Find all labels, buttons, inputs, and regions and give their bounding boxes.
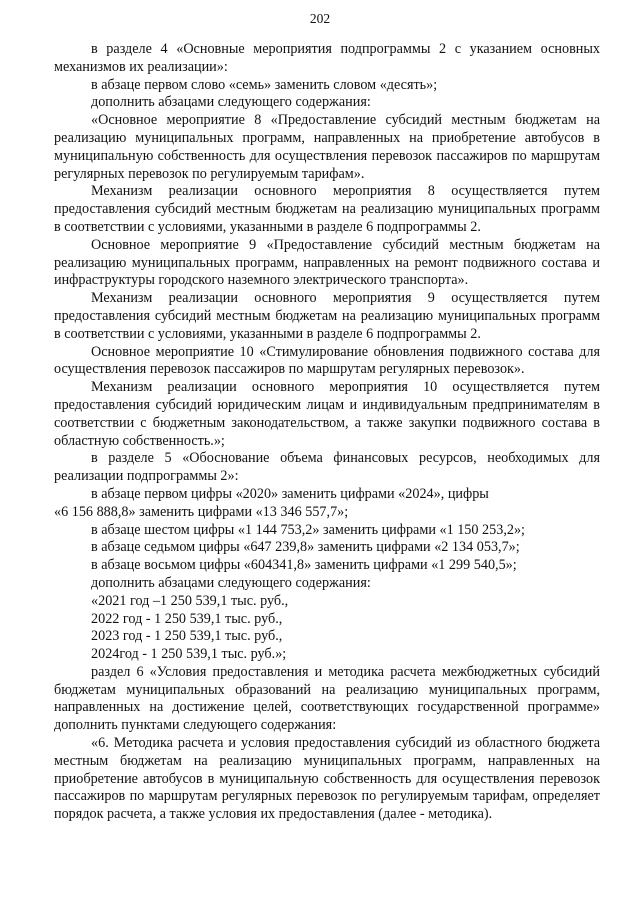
year-funding-line: 2023 год - 1 250 539,1 тыс. руб., xyxy=(91,628,283,645)
paragraph: в разделе 4 «Основные мероприятия подпрограммы 2 с указанием основных механизмов их реализации»: xyxy=(54,41,600,75)
paragraph: Механизм реализации основного мероприятия 9 осуществляется путем предоставления субсидий местным бюджетам на реализацию муниципальных программ в соответствии с условиями, указанными в разделе 6 подпрограммы 2. xyxy=(54,290,600,342)
paragraph: раздел 6 «Условия предоставления и методика расчета межбюджетных субсидий бюджетам муниципальных образований на реализацию муниципальных программ, направленных на достижение целей, соответствующих государственной программе» дополнить пунктами следующего содержания: xyxy=(54,663,600,734)
page-number: 202 xyxy=(309,11,331,26)
year-funding-line: 2024год - 1 250 539,1 тыс. руб.»; xyxy=(91,646,287,663)
paragraph: Основное мероприятие 9 «Предоставление субсидий местным бюджетам на реализацию муниципальных программ, направленных на ремонт подвижного состава и инфраструктуры городского наземного электрического транспорта». xyxy=(54,236,600,289)
year-funding-line: 2022 год - 1 250 539,1 тыс. руб., xyxy=(91,610,283,627)
paragraph: Механизм реализации основного мероприятия 10 осуществляется путем предоставления субсидий юридическим лицам и индивидуальным предпринимателям в соответствии с бюджетным законодательством, а также закупки подвижного состава в областную собственность.»; xyxy=(54,379,600,449)
paragraph: Основное мероприятие 10 «Стимулирование обновления подвижного состава для осуществления перевозок пассажиров по маршрутам регулярных перевозок». xyxy=(54,343,600,378)
paragraph: в абзаце первом слово «семь» заменить словом «десять»; xyxy=(91,76,438,93)
paragraph: в разделе 5 «Обоснование объема финансовых ресурсов, необходимых для реализации подпрограммы 2»: xyxy=(54,450,600,485)
paragraph: «6 156 888,8» заменить цифрами «13 346 557,7»; xyxy=(54,503,349,520)
paragraph: в абзаце седьмом цифры «647 239,8» заменить цифрами «2 134 053,7»; xyxy=(91,539,520,556)
paragraph: Механизм реализации основного мероприятия 8 осуществляется путем предоставления субсидий местным бюджетам на реализацию муниципальных программ в соответствии с условиями, указанными в разделе 6 подпрограммы 2. xyxy=(54,183,600,235)
paragraph: в абзаце шестом цифры «1 144 753,2» заменить цифрами «1 150 253,2»; xyxy=(91,521,525,538)
document-body xyxy=(54,41,600,824)
paragraph: «6. Методика расчета и условия предоставления субсидий из областного бюджета местным бюджетам на реализацию муниципальных программ, направленных на приобретение автобусов в муниципальную собственность для осуществления перевозок пассажиров по маршрутам регулярных перевозок по регулируемым тарифам, определяет порядок расчета, а также условия их предоставления (далее - методика). xyxy=(54,735,600,823)
paragraph: дополнить абзацами следующего содержания: xyxy=(91,94,371,111)
paragraph: в абзаце восьмом цифры «604341,8» заменить цифрами «1 299 540,5»; xyxy=(91,557,517,574)
year-funding-line: «2021 год –1 250 539,1 тыс. руб., xyxy=(91,592,289,609)
paragraph: «Основное мероприятие 8 «Предоставление субсидий местным бюджетам на реализацию муниципальных программ, направленных на приобретение автобусов в муниципальную собственность для осуществления перевозок пассажиров по маршрутам регулярных перевозок по регулируемым тарифам». xyxy=(54,112,600,182)
paragraph: в абзаце первом цифры «2020» заменить цифрами «2024», цифры xyxy=(91,485,489,502)
paragraph: дополнить абзацами следующего содержания: xyxy=(91,574,371,591)
